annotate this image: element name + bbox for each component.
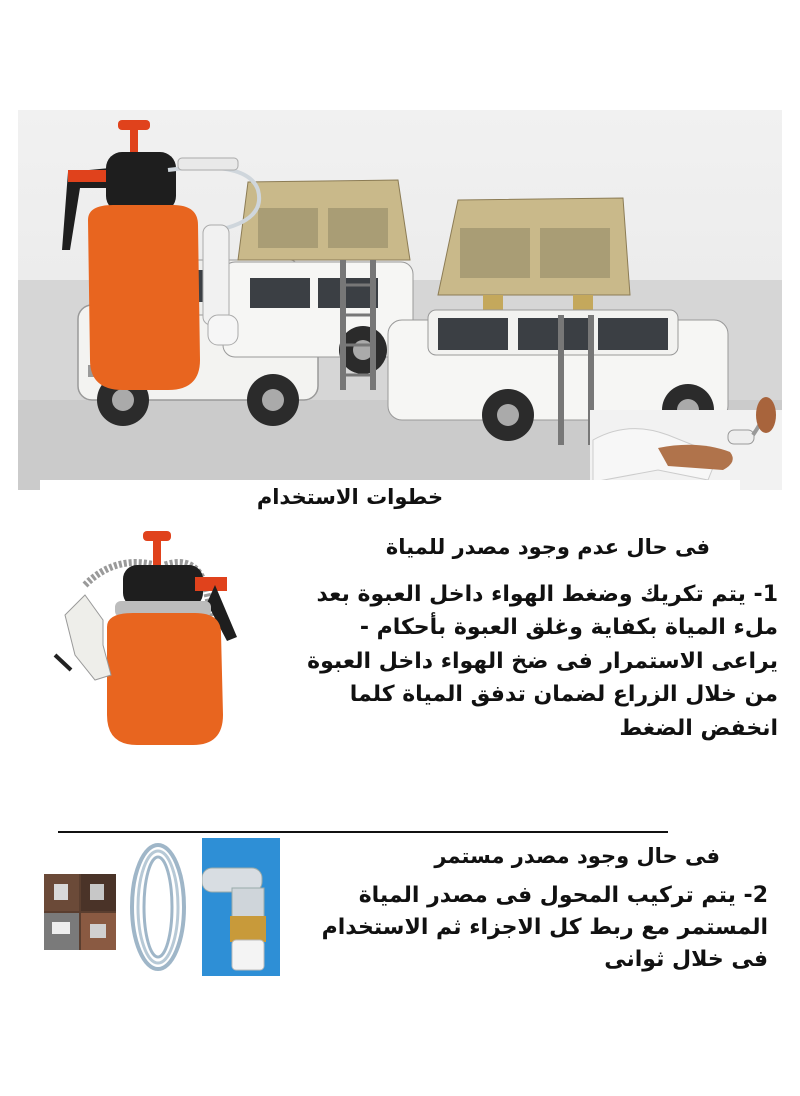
hose-coil-photo	[128, 840, 188, 974]
section1-body: 1- يتم تكريك وضغط الهواء داخل العبوة بعد ملء المياة بكفاية وغلق العبوة بأحكام - يراعى الاستمرار فى ضخ الهواء داخل العبوة من خلال الزراع لضمان تدفق المياة كلما انخفض الضغط	[307, 582, 778, 741]
section2-body: 2- يتم تركيب المحول فى مصدر المياة المستمر مع ربط كل الاجزاء ثم الاستخدام فى خلال ثوانى	[321, 883, 768, 972]
sprayer-tank-photo	[45, 525, 295, 755]
hand-sprayer-inset	[590, 397, 782, 490]
section-divider	[58, 831, 668, 833]
hero-photo	[18, 110, 782, 490]
sprayer-tank-icon	[45, 525, 295, 755]
page-title	[40, 480, 740, 514]
hero-illustration	[18, 110, 782, 490]
page-title-text: خطوات الاستخدام	[256, 485, 444, 509]
installation-steps-photo	[44, 874, 116, 950]
faucet-adapter-icon	[202, 838, 280, 976]
section2-heading: فى حال وجود مصدر مستمر	[434, 844, 720, 868]
car-icon	[223, 262, 413, 374]
hose-coil-icon	[128, 840, 188, 974]
rooftop-tent-icon	[238, 180, 410, 260]
section1-heading: فى حال عدم وجود مصدر للمياة	[385, 535, 710, 559]
faucet-adapter-photo	[202, 838, 280, 976]
installation-steps-collage	[44, 874, 116, 950]
